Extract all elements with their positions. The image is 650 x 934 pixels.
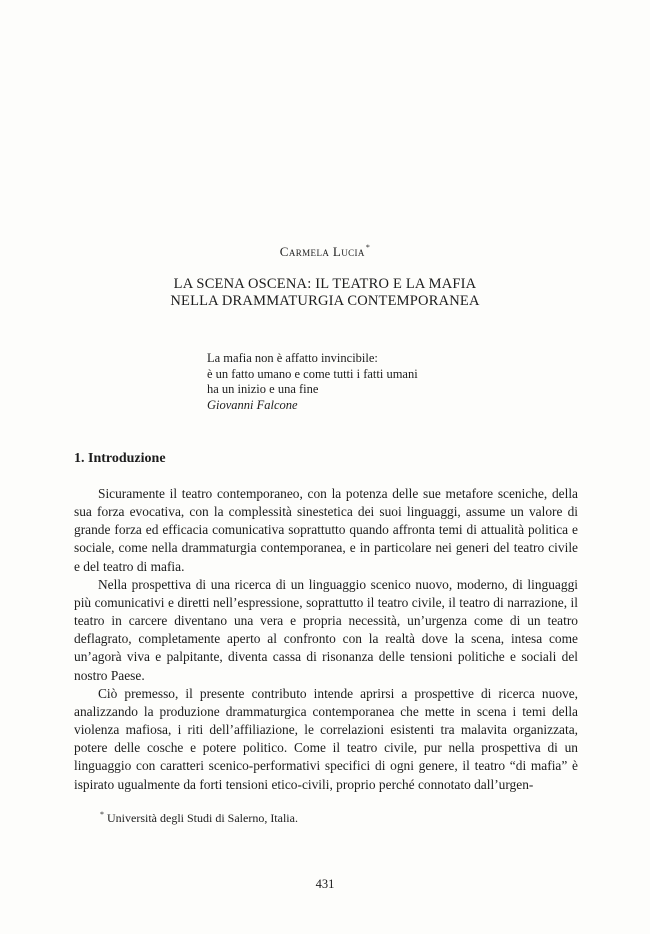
epigraph-line: La mafia non è affatto invincibile: (207, 351, 378, 365)
title-line-2: NELLA DRAMMATURGIA CONTEMPORANEA (170, 293, 480, 309)
epigraph-line: ha un inizio e una fine (207, 382, 319, 396)
author-name: Carmela Lucia (279, 244, 365, 259)
body-text (74, 485, 578, 794)
paragraph: Ciò premesso, il presente contributo intende aprirsi a prospettive di ricerca nuove, analizzando la produzione drammaturgica contemporanea che mette in scena i temi della violenza mafiosa, i riti dell’affiliazione, le correlazioni esistenti tra malavita organizzata, potere delle cosche e potere politico. Come il teatro civile, pur nella prospettiva di un linguaggio con caratteri scenico-performativi specifici di ogni genere, il teatro “di mafia” è ispirato ugualmente da forti tensioni etico-civili, proprio perché connotato dall’urgen- (74, 685, 578, 792)
epigraph (207, 351, 418, 413)
footnote-mark: * (100, 810, 104, 819)
paragraph: Sicuramente il teatro contemporaneo, con la potenza delle sue metafore sceniche, della sua forza evocativa, con la complessità sinestetica dei suoi linguaggi, assume un valore di grande forza ed efficacia comunicativa soprattutto quando affronta temi di attualità politica e sociale, come nella drammaturgia contemporanea, e in particolare nei generi del teatro civile e del teatro di mafia. (74, 486, 578, 574)
author-footnote-mark: * (365, 243, 371, 252)
author-line (0, 243, 650, 260)
paragraph: Nella prospettiva di una ricerca di un linguaggio scenico nuovo, moderno, di linguaggi più comunicativi e diretti nell’espressione, soprattutto il teatro civile, il teatro di narrazione, il teatro in carcere diventano una vera e propria necessità, un’urgenza come di un teatro deflagrato, completamente aperto al confronto con la realtà dove la scena, intesa come un’agorà viva e palpitante, diventa cassa di risonanza delle tensioni politiche e sociali del nostro Paese. (74, 576, 578, 683)
footnote-text: Università degli Studi di Salerno, Italia. (107, 811, 298, 825)
title-line-1: LA SCENA OSCENA: IL TEATRO E LA MAFIA (173, 276, 477, 292)
epigraph-attribution: Giovanni Falcone (207, 397, 298, 412)
article-title (0, 276, 650, 310)
section-heading: 1. Introduzione (74, 451, 166, 466)
footnote (100, 810, 298, 826)
epigraph-line: è un fatto umano e come tutti i fatti umani (207, 366, 418, 381)
page-number: 431 (315, 877, 335, 891)
